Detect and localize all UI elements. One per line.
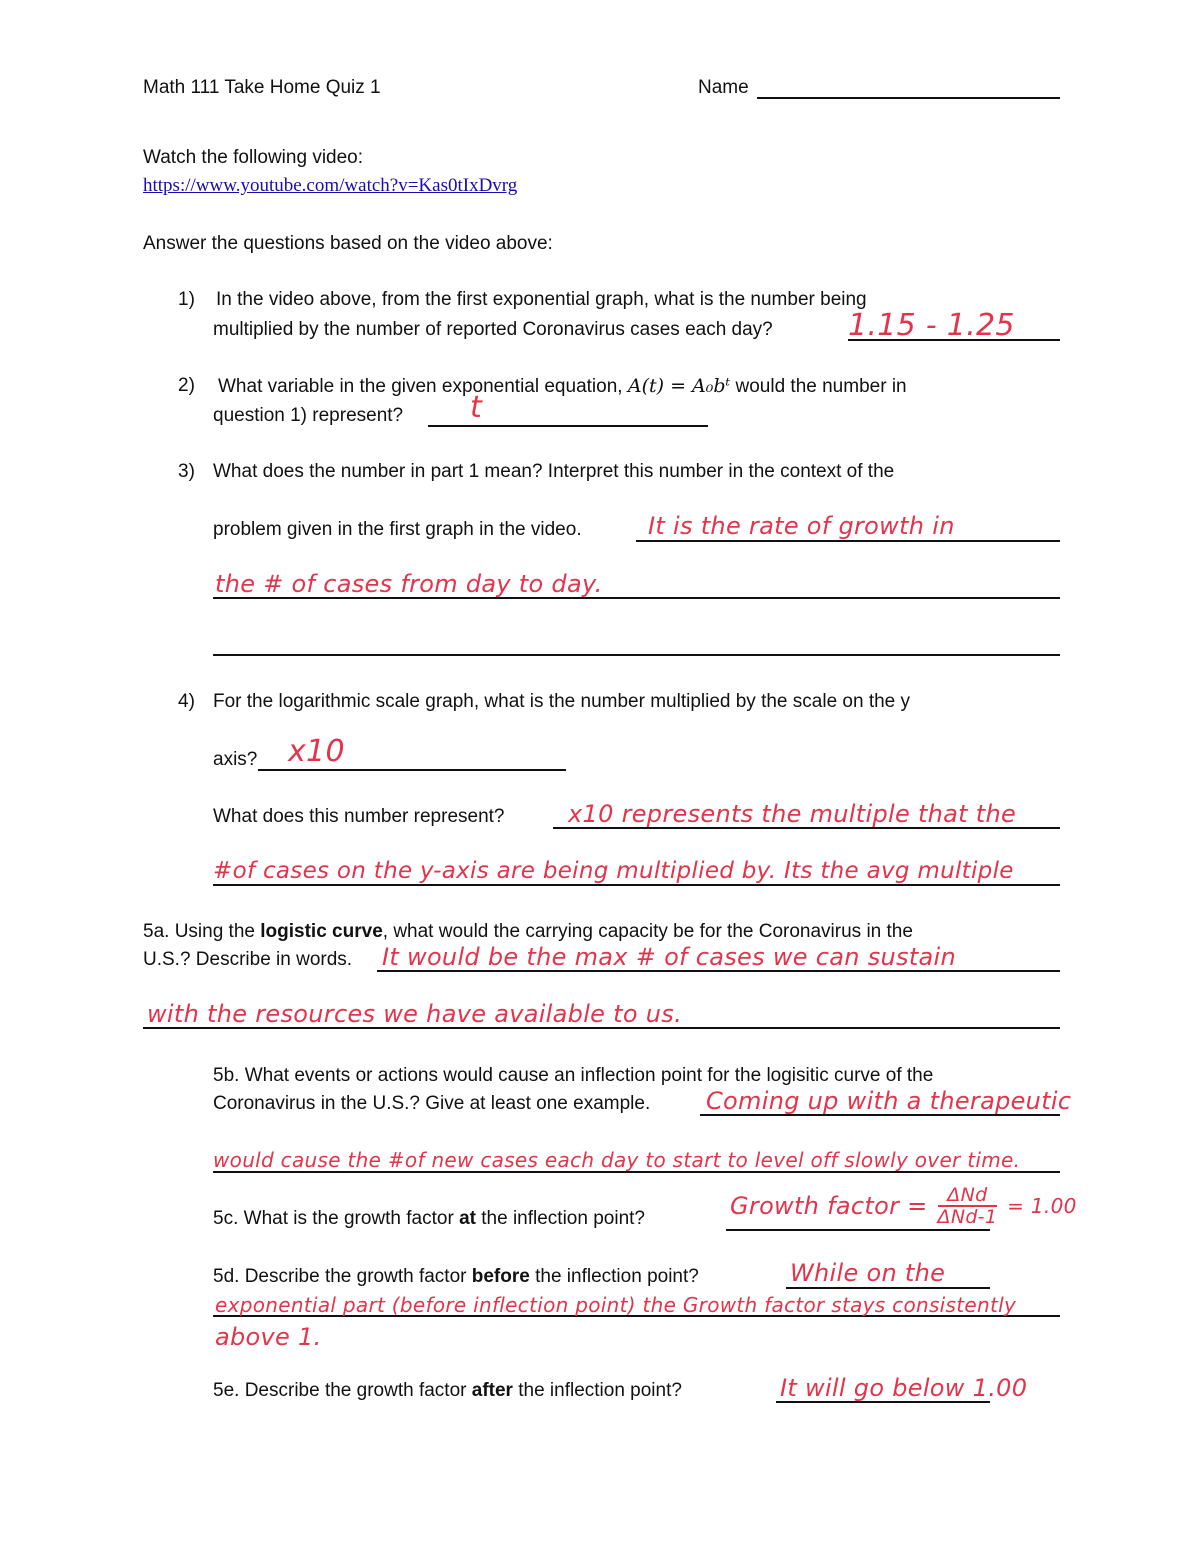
q5a-text-bold: logistic curve [260, 921, 383, 942]
q3-text-line1: What does the number in part 1 mean? Interpret this number in the context of the [213, 461, 895, 482]
q5c-answer-value: = 1.00 [1007, 1194, 1077, 1218]
q3-text-line2: problem given in the first graph in the video. [213, 519, 582, 540]
q5d-answer1: While on the [790, 1259, 946, 1287]
q5c-fraction [938, 1185, 998, 1227]
q4-sub-answer2: #of cases on the y-axis are being multiplied by. Its the avg multiple [213, 858, 1014, 884]
q5d-text [213, 1265, 699, 1289]
q5e-answer: It will go below 1.00 [780, 1374, 1028, 1402]
q3-answer2: the # of cases from day to day. [215, 570, 603, 598]
q3-answer-line3[interactable] [213, 654, 1060, 656]
q5d-answer-line1[interactable] [786, 1287, 990, 1289]
q5a-text-post: , what would the carrying capacity be for the Coronavirus in the [382, 921, 913, 942]
q5a-number: 5a. [143, 921, 170, 942]
quiz-title: Math 111 Take Home Quiz 1 [143, 77, 381, 98]
q4-number: 4) [178, 691, 195, 712]
q5c-text-post: the inflection point? [481, 1208, 645, 1229]
q3-answer1: It is the rate of growth in [648, 512, 955, 540]
answer-instruction: Answer the questions based on the video above: [143, 233, 553, 254]
q5b-number: 5b. [213, 1065, 240, 1086]
q5d-text-bold: before [471, 1266, 530, 1287]
q5b-text-line1 [213, 1064, 933, 1088]
q5c-text-bold: at [459, 1208, 476, 1229]
q3-answer-line1[interactable] [636, 540, 1060, 542]
q5a-answer2: with the resources we have available to us. [147, 1000, 683, 1028]
q5c-answer [730, 1184, 1077, 1227]
q5c-answer-label: Growth factor = [730, 1192, 928, 1220]
q2-equation: A(t) = A₀bᵗ [627, 375, 731, 397]
q2-text-pre: What variable in the given exponential equation, [218, 376, 623, 397]
q5b-answer1: Coming up with a therapeutic [706, 1087, 1072, 1115]
q2-number: 2) [178, 375, 195, 396]
q1-answer: 1.15 - 1.25 [848, 308, 1015, 343]
q4-answer: x10 [288, 734, 345, 769]
q5e-text-bold: after [471, 1380, 513, 1401]
q4-text-line1: For the logarithmic scale graph, what is the number multiplied by the scale on the y [213, 691, 911, 712]
q3-number: 3) [178, 461, 195, 482]
q2-text-post: would the number in [735, 376, 907, 397]
video-link[interactable]: https://www.youtube.com/watch?v=Kas0tIxDvrg [143, 175, 518, 196]
q1-number: 1) [178, 289, 195, 310]
q5e-text-pre: Describe the growth factor [244, 1380, 467, 1401]
q5c-fraction-denominator: ΔNd-1 [937, 1206, 998, 1228]
q5c-fraction-numerator: ΔNd [938, 1185, 998, 1207]
q5c-text-pre: What is the growth factor [243, 1208, 454, 1229]
q5d-text-post: the inflection point? [535, 1266, 699, 1287]
q2-text-line1 [218, 374, 907, 399]
name-line[interactable] [757, 97, 1060, 99]
q5c-answer-line[interactable] [726, 1229, 990, 1231]
q5e-text-post: the inflection point? [518, 1380, 682, 1401]
q5e-text [213, 1379, 682, 1403]
watch-instruction: Watch the following video: [143, 147, 364, 168]
q4-text-line2: axis? [213, 749, 258, 770]
q5e-number: 5e. [213, 1380, 240, 1401]
q5c-text [213, 1207, 645, 1231]
q5b-text: What events or actions would cause an inflection point for the logisitic curve of the [244, 1065, 934, 1086]
q2-answer: t [470, 390, 483, 425]
q5b-answer2: would cause the #of new cases each day to start to level off slowly over time. [213, 1148, 1021, 1172]
q5d-text-pre: Describe the growth factor [244, 1266, 467, 1287]
q5d-number: 5d. [213, 1266, 240, 1287]
q4-sub-question: What does this number represent? [213, 806, 505, 827]
q2-answer-line[interactable] [428, 425, 708, 427]
q5a-text-line2: U.S.? Describe in words. [143, 949, 353, 970]
q4-answer-line[interactable] [258, 769, 566, 771]
q5a-text-pre: Using the [174, 921, 255, 942]
q1-text-line1: In the video above, from the first exponential graph, what is the number being [216, 289, 867, 310]
q5a-answer1: It would be the max # of cases we can sustain [382, 943, 957, 971]
q5d-answer3: above 1. [215, 1323, 322, 1351]
name-label: Name [698, 77, 749, 98]
q5a-text-line1 [143, 920, 913, 944]
q2-text-line2: question 1) represent? [213, 405, 404, 426]
q5c-number: 5c. [213, 1208, 239, 1229]
q1-text-line2: multiplied by the number of reported Coronavirus cases each day? [213, 319, 773, 340]
q5b-text-line2: Coronavirus in the U.S.? Give at least one example. [213, 1093, 651, 1114]
q5d-answer2: exponential part (before inflection point) the Growth factor stays consistently [215, 1293, 1017, 1317]
q4-sub-answer1: x10 represents the multiple that the [568, 800, 1017, 828]
